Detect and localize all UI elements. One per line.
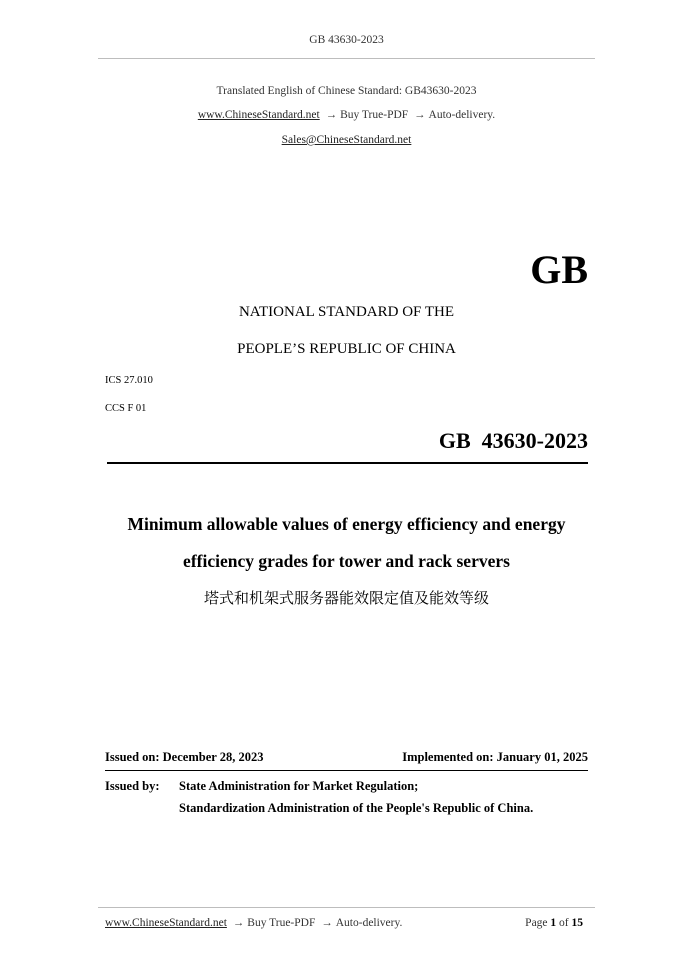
page-current: 1 <box>550 917 557 929</box>
footer-delivery-text: Auto-delivery. <box>335 917 403 929</box>
footer-site-link[interactable]: www.ChineseStandard.net <box>105 917 227 929</box>
translation-promo-line <box>0 109 693 121</box>
page-indicator <box>525 917 583 929</box>
translation-note-line: Translated English of Chinese Standard: GB43630-2023 <box>216 85 477 97</box>
issued-on: Issued on: December 28, 2023 <box>105 750 264 764</box>
page-label: Page <box>525 917 548 929</box>
issued-by-label: Issued by: <box>105 779 160 793</box>
title-line-1: Minimum allowable values of energy efficiency and energy <box>127 514 566 534</box>
footer-divider <box>98 907 595 908</box>
title-line-2: efficiency grades for tower and rack servers <box>183 551 510 571</box>
issuer-line-2: Standardization Administration of the People's Republic of China. <box>179 801 534 815</box>
dates-rule <box>105 770 588 771</box>
gb-mark: GB <box>530 247 588 292</box>
page-total: 15 <box>571 917 583 929</box>
issuer-line-1: State Administration for Market Regulation; <box>179 779 419 793</box>
site-link[interactable]: www.ChineseStandard.net <box>197 109 320 121</box>
header-divider <box>98 58 595 59</box>
ccs-code: CCS F 01 <box>105 403 147 414</box>
implemented-on: Implemented on: January 01, 2025 <box>402 750 588 764</box>
arrow-right-icon: → <box>321 917 333 929</box>
email-link[interactable]: Sales@ChineseStandard.net <box>281 134 412 146</box>
arrow-right-icon: → <box>232 917 245 929</box>
footer-promo <box>105 917 402 929</box>
buy-text: Buy True-PDF <box>340 109 409 121</box>
national-standard-line-1: NATIONAL STANDARD OF THE <box>238 304 455 320</box>
page-of: of <box>559 917 569 929</box>
national-standard-line-2: PEOPLE’S REPUBLIC OF CHINA <box>237 341 456 357</box>
title-chinese: 塔式和机架式服务器能效限定值及能效等级 <box>203 589 489 607</box>
arrow-right-icon: → <box>325 109 338 121</box>
standard-number-rule <box>107 462 588 464</box>
standard-number: GB 43630-2023 <box>438 428 588 453</box>
arrow-right-icon: → <box>414 109 426 121</box>
delivery-text: Auto-delivery. <box>428 109 496 121</box>
footer-buy-text: Buy True-PDF <box>247 917 316 929</box>
email-line <box>0 134 693 146</box>
running-header: GB 43630-2023 <box>309 34 384 46</box>
ics-code: ICS 27.010 <box>105 375 153 386</box>
